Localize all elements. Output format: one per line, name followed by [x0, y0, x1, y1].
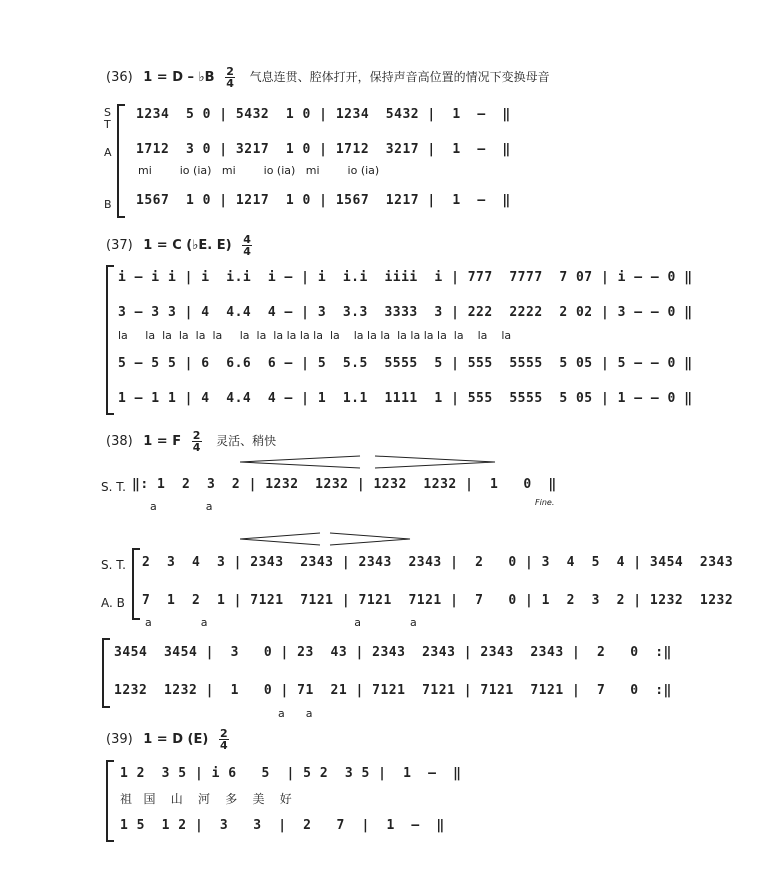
ex38-heading	[106, 430, 276, 453]
ex38-line2-lyrics: a a a a	[145, 616, 417, 629]
ex36-label-s: S	[104, 106, 111, 119]
ex39-row-top: 1 2 3 5 | i 6 5 | 5 2 3 5 | 1 – ‖	[120, 766, 462, 781]
ex38-line1: ‖: 1 2 3 2 | 1232 1232 | 1232 1232 | 1 0 ‖	[132, 477, 557, 492]
ex38-line3-lyrics: a a	[278, 707, 313, 720]
ex37-number: (37)	[106, 238, 133, 253]
ex38-label-ab: A. B	[101, 596, 125, 610]
ex37-system-bracket	[106, 265, 114, 415]
ex36-row-a: 1712 3 0 | 3217 1 0 | 1712 3217 | 1 – ‖	[136, 142, 511, 157]
ex37-time-signature: $\frac{4}{4}$	[243, 233, 251, 258]
ex38-label-st-2: S. T.	[101, 558, 126, 572]
ex39-key: 1 = D (E)	[143, 732, 209, 747]
ex37-row-2: 3 – 3 3 | 4 4.4 4 – | 3 3.3 3333 3 | 222 2222 2 02 | 3 – – 0 ‖	[118, 305, 693, 320]
ex39-row-bottom: 1 5 1 2 | 3 3 | 2 7 | 1 – ‖	[120, 818, 445, 833]
ex38-performance-note: 灵活、稍快	[216, 434, 277, 448]
ex36-performance-note: 气息连贯、腔体打开，保持声音高位置的情况下变换母音	[249, 70, 550, 84]
ex38-line3-top: 3454 3454 | 3 0 | 23 43 | 2343 2343 | 2343 2343 | 2 0 :‖	[114, 645, 672, 660]
ex38-dynamics-hairpin	[240, 455, 500, 469]
ex36-row-b: 1567 1 0 | 1217 1 0 | 1567 1217 | 1 – ‖	[136, 193, 511, 208]
ex39-system-bracket	[106, 760, 114, 842]
ex38-dynamics-hairpin-2	[240, 532, 420, 546]
ex38-number: (38)	[106, 434, 133, 449]
ex37-row-3: 5 – 5 5 | 6 6.6 6 – | 5 5.5 5555 5 | 555 5555 5 05 | 5 – – 0 ‖	[118, 356, 693, 371]
ex36-number: (36)	[106, 70, 133, 85]
ex36-label-a: A	[104, 146, 112, 159]
ex39-heading	[106, 728, 229, 751]
ex37-lyrics: la la la la la la la la la la la la la la la la la la la la la la la	[118, 329, 512, 342]
ex38-system-bracket-2	[102, 638, 110, 708]
ex38-line2-top: 2 3 4 3 | 2343 2343 | 2343 2343 | 2 0 | 3 4 5 4 | 3454 2343	[142, 555, 734, 570]
ex37-row-1: i – i i | i i.i i – | i i.i iiii i | 777 7777 7 07 | i – – 0 ‖	[118, 270, 693, 285]
ex38-label-st: S. T.	[101, 480, 126, 494]
ex38-fine-marking: Fine.	[535, 498, 555, 507]
ex38-system-bracket-1	[132, 548, 140, 620]
ex39-time-signature: $\frac{2}{4}$	[220, 727, 228, 752]
ex38-line1-lyrics: a a	[150, 500, 213, 513]
ex36-heading	[106, 66, 550, 89]
ex36-label-t: T	[104, 118, 111, 131]
ex37-key: 1 = C (♭E. E)	[143, 238, 232, 253]
ex39-number: (39)	[106, 732, 133, 747]
ex36-time-signature: $\frac{2}{4}$	[226, 65, 234, 90]
ex36-system-bracket	[117, 104, 125, 218]
ex38-line3-bottom: 1232 1232 | 1 0 | 71 21 | 7121 7121 | 7121 7121 | 7 0 :‖	[114, 683, 672, 698]
ex37-row-4: 1 – 1 1 | 4 4.4 4 – | 1 1.1 1111 1 | 555 5555 5 05 | 1 – – 0 ‖	[118, 391, 693, 406]
ex36-label-b: B	[104, 198, 112, 211]
ex36-lyrics: mi io (ia) mi io (ia) mi io (ia)	[138, 164, 380, 177]
ex36-key: 1 = D – ♭B	[143, 70, 215, 85]
ex38-line2-bottom: 7 1 2 1 | 7121 7121 | 7121 7121 | 7 0 | 1 2 3 2 | 1232 1232	[142, 593, 734, 608]
ex39-lyrics: 祖 国 山 河 多 美 好	[120, 792, 292, 806]
ex38-time-signature: $\frac{2}{4}$	[192, 429, 201, 454]
ex37-heading	[106, 234, 252, 257]
ex36-row-st: 1234 5 0 | 5432 1 0 | 1234 5432 | 1 – ‖	[136, 107, 511, 122]
ex38-key: 1 = F	[143, 434, 182, 449]
